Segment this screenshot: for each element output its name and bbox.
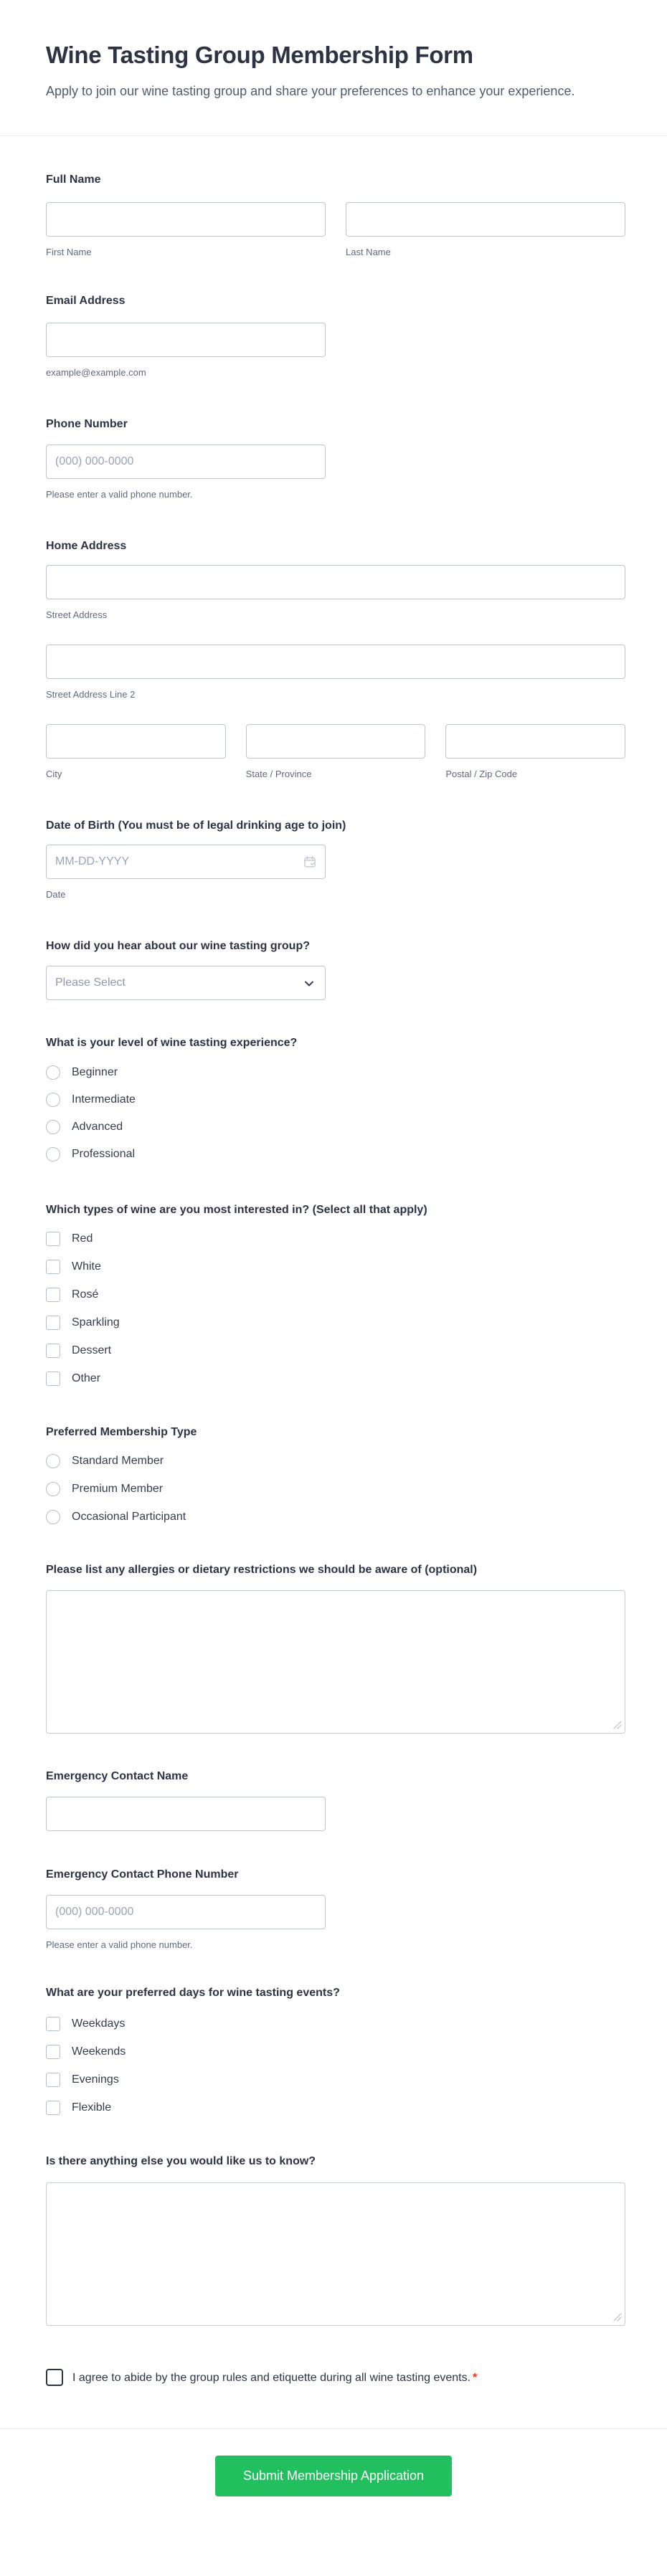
phone-sublabel: Please enter a valid phone number. <box>46 489 193 500</box>
city-sublabel: City <box>46 769 62 779</box>
preferred-days-label: What are your preferred days for wine tasting events? <box>46 1987 340 1999</box>
checkbox-option-dessert[interactable] <box>46 1344 625 1358</box>
last-name-input[interactable] <box>346 202 625 237</box>
preferred-days-options <box>46 2017 625 2115</box>
submit-button[interactable]: Submit Membership Application <box>215 2456 452 2496</box>
experience-label: What is your level of wine tasting experience? <box>46 1037 298 1049</box>
radio-icon[interactable] <box>46 1120 60 1134</box>
checkbox-option-rose[interactable] <box>46 1288 625 1302</box>
email-input[interactable] <box>46 323 326 357</box>
emergency-phone-label: Emergency Contact Phone Number <box>46 1868 239 1881</box>
form-header <box>0 0 667 102</box>
dob-input-wrap <box>46 845 326 879</box>
allergies-label: Please list any allergies or dietary restrictions we should be aware of (optional) <box>46 1564 478 1576</box>
radio-option-professional[interactable] <box>46 1147 625 1161</box>
referral-select[interactable] <box>46 966 326 1000</box>
city-state-zip-sublabels <box>46 769 625 780</box>
emergency-phone-input[interactable] <box>46 1895 326 1929</box>
street-address-sublabel: Street Address <box>46 609 108 620</box>
checkbox-option-white[interactable] <box>46 1260 625 1274</box>
checkbox-option-sparkling[interactable] <box>46 1316 625 1330</box>
radio-label: Occasional Participant <box>72 1511 186 1523</box>
checkbox-icon[interactable] <box>46 2017 60 2031</box>
checkbox-label: Rosé <box>72 1288 99 1301</box>
radio-icon[interactable] <box>46 1065 60 1080</box>
checkbox-option-evenings[interactable] <box>46 2073 625 2087</box>
checkbox-icon[interactable] <box>46 1260 60 1274</box>
checkbox-option-other[interactable] <box>46 1372 625 1386</box>
emergency-name-label: Emergency Contact Name <box>46 1770 189 1782</box>
emergency-phone-sublabel: Please enter a valid phone number. <box>46 1939 193 1950</box>
radio-icon[interactable] <box>46 1482 60 1496</box>
checkbox-icon[interactable] <box>46 2101 60 2115</box>
checkbox-icon[interactable] <box>46 1288 60 1302</box>
radio-option-standard-member[interactable] <box>46 1454 625 1468</box>
page-subtitle: Apply to join our wine tasting group and share your preferences to enhance your experience. <box>46 84 575 98</box>
first-name-sublabel: First Name <box>46 247 92 257</box>
referral-label: How did you hear about our wine tasting group? <box>46 940 310 952</box>
agreement-text: I agree to abide by the group rules and etiquette during all wine tasting events. <box>72 2372 471 2384</box>
state-sublabel: State / Province <box>245 769 312 779</box>
checkbox-label: Evenings <box>72 2073 119 2086</box>
email-sublabel: example@example.com <box>46 367 146 378</box>
address-label: Home Address <box>46 540 127 552</box>
checkbox-icon[interactable] <box>46 2073 60 2087</box>
anything-else-label: Is there anything else you would like us to know? <box>46 2155 316 2167</box>
experience-options <box>46 1065 625 1161</box>
checkbox-option-weekdays[interactable] <box>46 2017 625 2031</box>
full-name-sublabels <box>46 247 625 258</box>
zip-sublabel: Postal / Zip Code <box>445 769 518 779</box>
state-input[interactable] <box>246 724 426 759</box>
checkbox-label: Dessert <box>72 1344 112 1356</box>
street-address-line2-sublabel: Street Address Line 2 <box>46 689 136 700</box>
radio-option-advanced[interactable] <box>46 1120 625 1134</box>
checkbox-label: Red <box>72 1232 93 1245</box>
first-name-input[interactable] <box>46 202 326 237</box>
radio-option-occasional-participant[interactable] <box>46 1510 625 1524</box>
membership-options <box>46 1454 625 1524</box>
radio-label: Professional <box>72 1148 136 1160</box>
required-asterisk: * <box>473 2372 478 2384</box>
phone-input[interactable] <box>46 445 326 479</box>
email-label: Email Address <box>46 295 126 307</box>
agree-checkbox[interactable] <box>46 2369 63 2386</box>
radio-icon[interactable] <box>46 1510 60 1524</box>
radio-option-beginner[interactable] <box>46 1065 625 1080</box>
dob-sublabel: Date <box>46 889 66 900</box>
full-name-row <box>46 202 625 237</box>
radio-option-intermediate[interactable] <box>46 1093 625 1107</box>
radio-icon[interactable] <box>46 1093 60 1107</box>
checkbox-icon[interactable] <box>46 1232 60 1246</box>
checkbox-option-red[interactable] <box>46 1232 625 1246</box>
city-input[interactable] <box>46 724 226 759</box>
referral-select-value: Please Select <box>55 976 126 989</box>
form-body <box>0 173 667 2389</box>
checkbox-icon[interactable] <box>46 1372 60 1386</box>
radio-label: Premium Member <box>72 1483 164 1495</box>
wine-types-options <box>46 1232 625 1386</box>
radio-label: Standard Member <box>72 1455 164 1467</box>
radio-label: Advanced <box>72 1121 123 1133</box>
allergies-textarea-wrap <box>46 1590 625 1734</box>
anything-else-textarea[interactable] <box>46 2182 625 2326</box>
radio-label: Intermediate <box>72 1093 136 1106</box>
chevron-down-icon <box>303 977 316 990</box>
membership-label: Preferred Membership Type <box>46 1426 197 1438</box>
checkbox-option-flexible[interactable] <box>46 2101 625 2115</box>
checkbox-label: White <box>72 1260 101 1273</box>
city-state-zip-row <box>46 724 625 759</box>
dob-input[interactable] <box>46 845 326 879</box>
radio-label: Beginner <box>72 1066 118 1078</box>
emergency-name-input[interactable] <box>46 1797 326 1831</box>
checkbox-option-weekends[interactable] <box>46 2045 625 2059</box>
checkbox-label: Weekends <box>72 2045 126 2058</box>
checkbox-label: Flexible <box>72 2101 112 2114</box>
checkbox-label: Sparkling <box>72 1316 120 1329</box>
dob-label: Date of Birth (You must be of legal drinking age to join) <box>46 819 346 832</box>
phone-label: Phone Number <box>46 418 128 430</box>
zip-input[interactable] <box>445 724 625 759</box>
checkbox-icon[interactable] <box>46 1316 60 1330</box>
wine-types-label: Which types of wine are you most interested in? (Select all that apply) <box>46 1204 427 1216</box>
radio-option-premium-member[interactable] <box>46 1482 625 1496</box>
agreement-row[interactable] <box>46 2367 548 2389</box>
checkbox-label: Other <box>72 1372 101 1384</box>
checkbox-icon[interactable] <box>46 2045 60 2059</box>
street-address-input[interactable] <box>46 565 625 599</box>
radio-icon[interactable] <box>46 1147 60 1161</box>
street-address-line2-input[interactable] <box>46 645 625 679</box>
allergies-textarea[interactable] <box>46 1590 625 1734</box>
radio-icon[interactable] <box>46 1454 60 1468</box>
last-name-sublabel: Last Name <box>346 247 391 257</box>
page-title: Wine Tasting Group Membership Form <box>46 42 473 68</box>
form-footer <box>0 2429 667 2496</box>
checkbox-icon[interactable] <box>46 1344 60 1358</box>
checkbox-label: Weekdays <box>72 2017 126 2030</box>
full-name-label: Full Name <box>46 174 101 186</box>
anything-else-textarea-wrap <box>46 2182 625 2326</box>
